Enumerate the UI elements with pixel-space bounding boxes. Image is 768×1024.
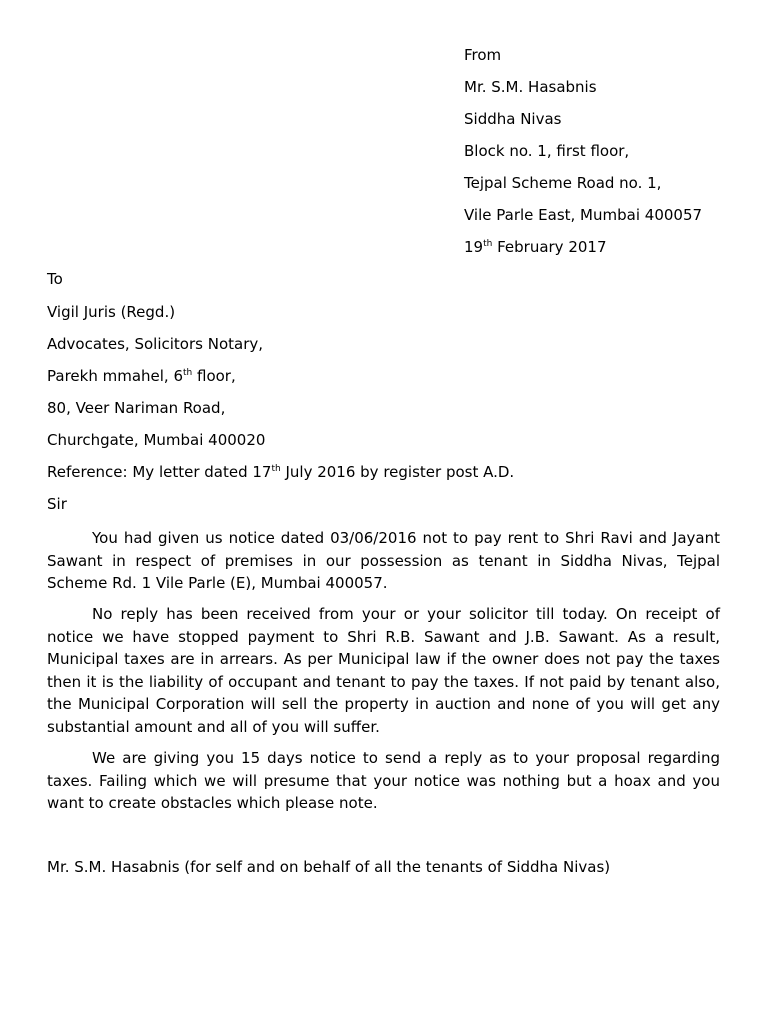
recipient-building-suffix: th (183, 368, 193, 378)
to-heading: To (47, 270, 63, 288)
body-paragraph-1: You had given us notice dated 03/06/2016 not to pay rent to Shri Ravi and Jayant Sawant in respect of premises in our possession as tenant in Siddha Nivas, Tejpal Scheme Rd. 1 Vile Parle (E), Mumbai 400057. (47, 529, 720, 592)
letter-date (464, 238, 607, 256)
recipient-road: 80, Veer Nariman Road, (47, 399, 226, 417)
reference-suffix: th (271, 464, 281, 474)
body-paragraph-3: We are giving you 15 days notice to send a reply as to your proposal regarding taxes. Failing which we will presume that your notice was nothing but a hoax and you want to create obstacles which please note. (47, 749, 720, 812)
reference-rest: July 2016 by register post A.D. (280, 463, 515, 481)
sender-block: Block no. 1, first floor, (464, 142, 630, 160)
date-day: 19 (464, 238, 484, 256)
recipient-city: Churchgate, Mumbai 400020 (47, 431, 266, 449)
from-heading: From (464, 46, 502, 64)
reference-line (47, 463, 514, 481)
date-suffix: th (483, 239, 493, 249)
recipient-name: Vigil Juris (Regd.) (47, 303, 176, 321)
reference-prefix: Reference: My letter dated 17 (47, 463, 272, 481)
body-paragraph-2: No reply has been received from your or your solicitor till today. On receipt of notice we have stopped payment to Shri R.B. Sawant and J.B. Sawant. As a result, Municipal taxes are in arrears. As per Municipal law if the owner does not pay the taxes then it is the liability of occupant and tenant to pay the taxes. If not paid by tenant also, the Municipal Corporation will sell the property in auction and none of you will get any substantial amount and all of you will suffer. (47, 605, 720, 736)
sender-name: Mr. S.M. Hasabnis (464, 78, 597, 96)
sender-building: Siddha Nivas (464, 110, 562, 128)
sender-road: Tejpal Scheme Road no. 1, (464, 174, 662, 192)
salutation: Sir (47, 495, 67, 513)
sender-city: Vile Parle East, Mumbai 400057 (464, 206, 703, 224)
recipient-title: Advocates, Solicitors Notary, (47, 335, 264, 353)
recipient-building-rest: floor, (192, 367, 236, 385)
signature-line: Mr. S.M. Hasabnis (for self and on behalf of all the tenants of Siddha Nivas) (47, 858, 611, 876)
recipient-building (47, 367, 236, 385)
date-rest: February 2017 (492, 238, 607, 256)
recipient-building-prefix: Parekh mmahel, 6 (47, 367, 183, 385)
